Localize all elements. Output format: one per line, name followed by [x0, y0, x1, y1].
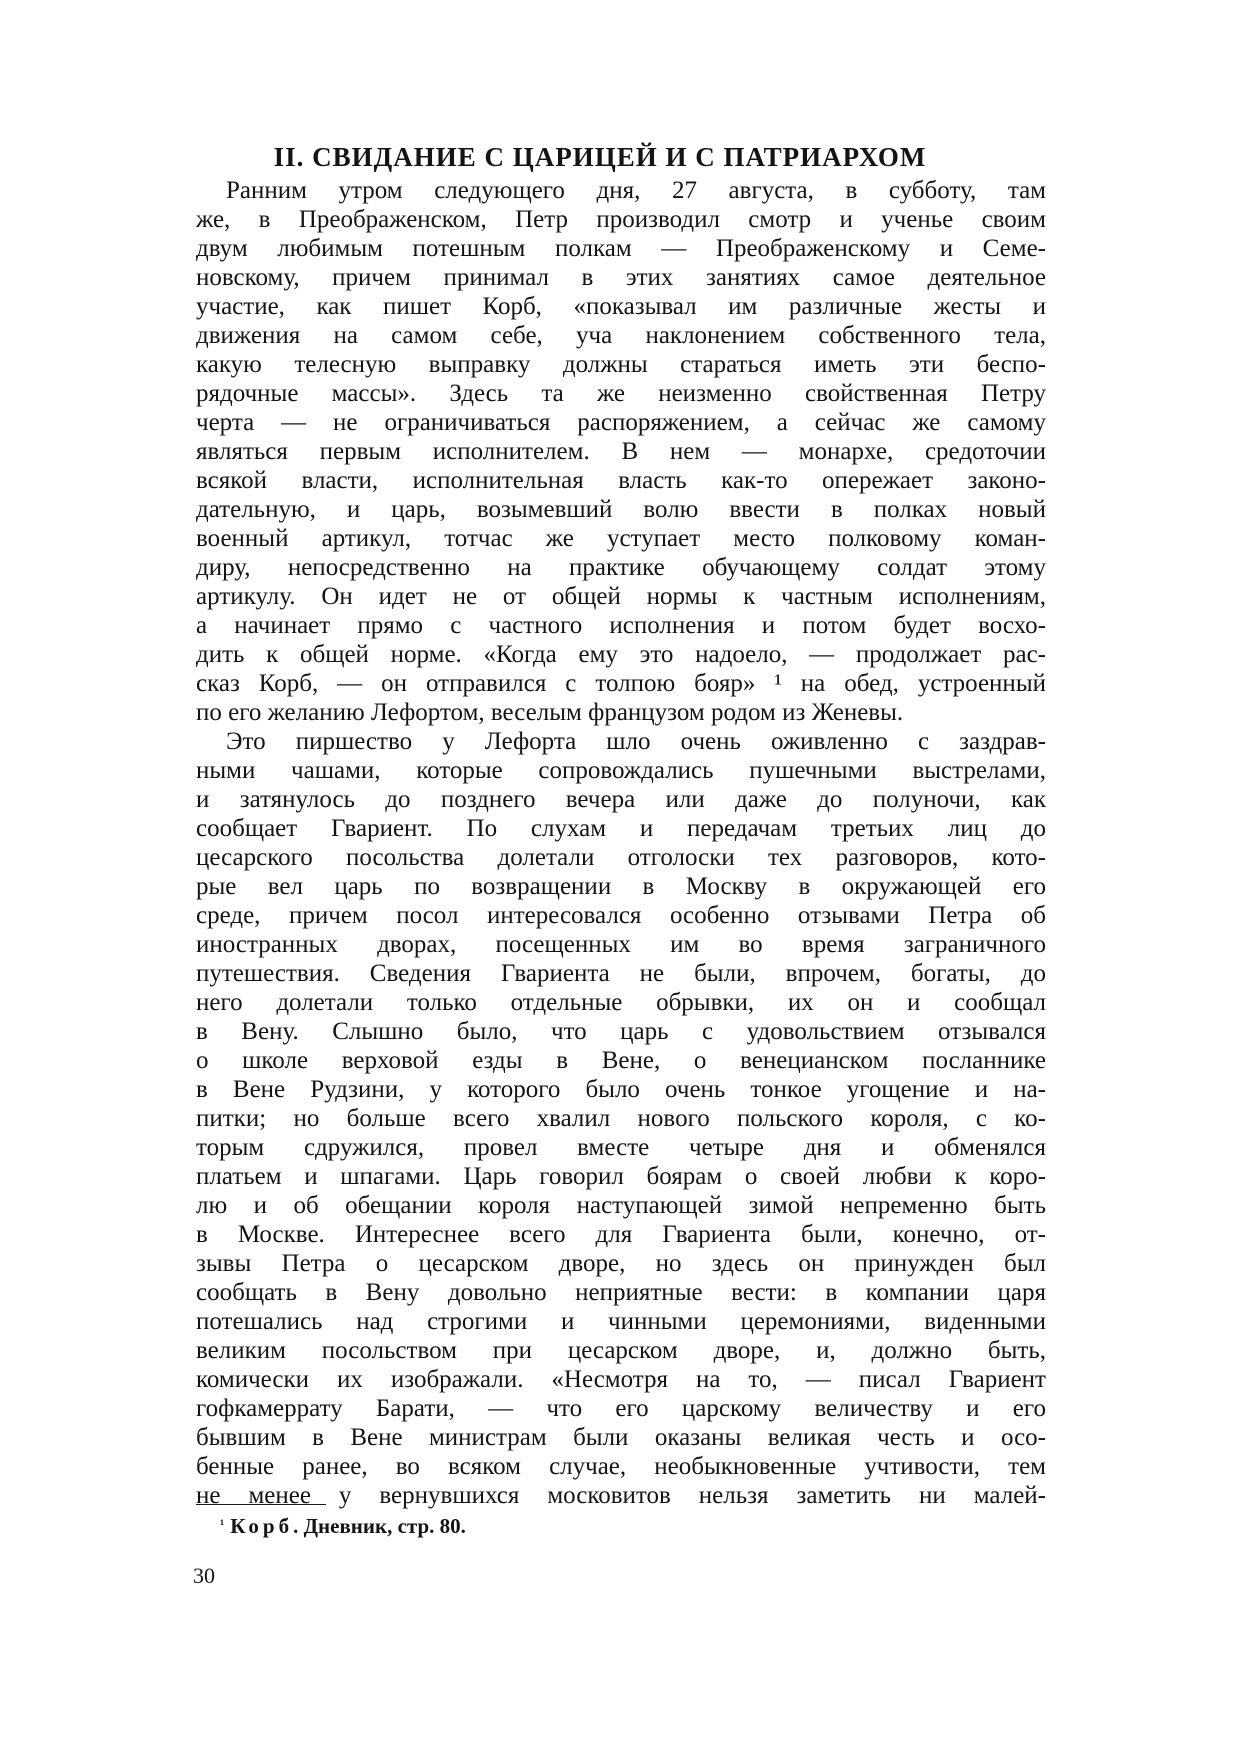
text-line: не менее у вернувшихся московитов нельзя заметить ни малей-: [196, 1482, 1046, 1509]
text-line: в Вене Рудзини, у которого было очень тонкое угощение и на-: [196, 1076, 1046, 1103]
text-line: дательную, и царь, возымевший волю ввести в полках новый: [196, 496, 1046, 523]
text-line: зывы Петра о цесарском дворе, но здесь он принужден был: [196, 1250, 1046, 1277]
text-line: о школе верховой езды в Вене, о венецианском посланнике: [196, 1047, 1046, 1074]
text-line: Это пиршество у Лефорта шло очень оживленно с заздрав-: [226, 728, 1046, 755]
text-line: являться первым исполнителем. В нем — монархе, средоточии: [196, 438, 1046, 465]
text-line: по его желанию Лефортом, веселым французом родом из Женевы.: [196, 699, 904, 726]
text-line: среде, причем посол интересовался особенно отзывами Петра об: [196, 902, 1046, 929]
text-line: ными чашами, которые сопровождались пушечными выстрелами,: [196, 757, 1046, 784]
text-line: торым сдружился, провел вместе четыре дня и обменялся: [196, 1134, 1046, 1161]
text-line: потешались над строгими и чинными церемониями, виденными: [196, 1308, 1046, 1335]
text-line: черта — не ограничиваться распоряжением, а сейчас же самому: [196, 409, 1046, 436]
text-line: двум любимым потешным полкам — Преображенскому и Семе-: [196, 235, 1046, 262]
footnote-marker: ¹: [220, 1518, 225, 1533]
text-line: военный артикул, тотчас же уступает место полковому коман-: [196, 525, 1046, 552]
text-line: в Вену. Слышно было, что царь с удовольствием отзывался: [196, 1018, 1046, 1045]
page-number: 30: [193, 1563, 215, 1588]
text-line: гофкамеррату Барати, — что его царскому величеству и его: [196, 1395, 1046, 1422]
text-line: же, в Преображенском, Петр производил смотр и ученье своим: [196, 206, 1046, 233]
text-line: сообщает Гвариент. По слухам и передачам третьих лиц до: [196, 815, 1046, 842]
text-line: лю и об обещании короля наступающей зимой непременно быть: [196, 1192, 1046, 1219]
text-line: диру, непосредственно на практике обучающему солдат этому: [196, 554, 1046, 581]
text-line: иностранных дворах, посещенных им во время заграничного: [196, 931, 1046, 958]
text-line: питки; но больше всего хвалил нового польского короля, с ко-: [196, 1105, 1046, 1132]
text-line: в Москве. Интереснее всего для Гвариента были, конечно, от-: [196, 1221, 1046, 1248]
text-line: Ранним утром следующего дня, 27 августа, в субботу, там: [226, 177, 1046, 204]
text-line: рядочные массы». Здесь та же неизменно свойственная Петру: [196, 380, 1046, 407]
text-line: него долетали только отдельные обрывки, их он и сообщал: [196, 989, 1046, 1016]
text-line: путешествия. Сведения Гвариента не были, впрочем, богаты, до: [196, 960, 1046, 987]
text-line: рые вел царь по возвращении в Москву в окружающей его: [196, 873, 1046, 900]
paragraph-1: [196, 176, 1046, 727]
paragraph-2: [196, 727, 1046, 1510]
text-line: комически их изображали. «Несмотря на то, — писал Гвариент: [196, 1366, 1046, 1393]
text-line: участие, как пишет Корб, «показывал им различные жесты и: [196, 293, 1046, 320]
text-line: бенные ранее, во всяком случае, необыкновенные учтивости, тем: [196, 1453, 1046, 1480]
text-line: бывшим в Вене министрам были оказаны великая честь и осо-: [196, 1424, 1046, 1451]
text-line: всякой власти, исполнительная власть как-то опережает законо-: [196, 467, 1046, 494]
text-line: а начинает прямо с частного исполнения и потом будет восхо-: [196, 612, 1046, 639]
text-line: артикулу. Он идет не от общей нормы к частным исполнениям,: [196, 583, 1046, 610]
text-line: новскому, причем принимал в этих занятиях самое деятельное: [196, 264, 1046, 291]
text-line: дить к общей норме. «Когда ему это надоело, — продолжает рас-: [196, 641, 1046, 668]
chapter-title: II. СВИДАНИЕ С ЦАРИЦЕЙ И С ПАТРИАРХОМ: [273, 142, 927, 172]
text-line: цесарского посольства долетали отголоски тех разговоров, кото-: [196, 844, 1046, 871]
text-line: великим посольством при цесарском дворе, и, должно быть,: [196, 1337, 1046, 1364]
text-line: какую телесную выправку должны стараться иметь эти беспо-: [196, 351, 1046, 378]
text-line: сообщать в Вену довольно неприятные вести: в компании царя: [196, 1279, 1046, 1306]
text-line: платьем и шпагами. Царь говорил боярам о своей любви к коро-: [196, 1163, 1046, 1190]
footnote-author: Корб: [230, 1514, 294, 1538]
footnote-text: . Дневник, стр. 80.: [293, 1514, 466, 1538]
text-line: сказ Корб, — он отправился с толпою бояр» ¹ на обед, устроенный: [196, 670, 1046, 697]
text-line: и затянулось до позднего вечера или даже до полуночи, как: [196, 786, 1046, 813]
footnote-divider: [196, 1504, 326, 1505]
text-line: движения на самом себе, уча наклонением собственного тела,: [196, 322, 1046, 349]
footnote: [220, 1512, 466, 1540]
